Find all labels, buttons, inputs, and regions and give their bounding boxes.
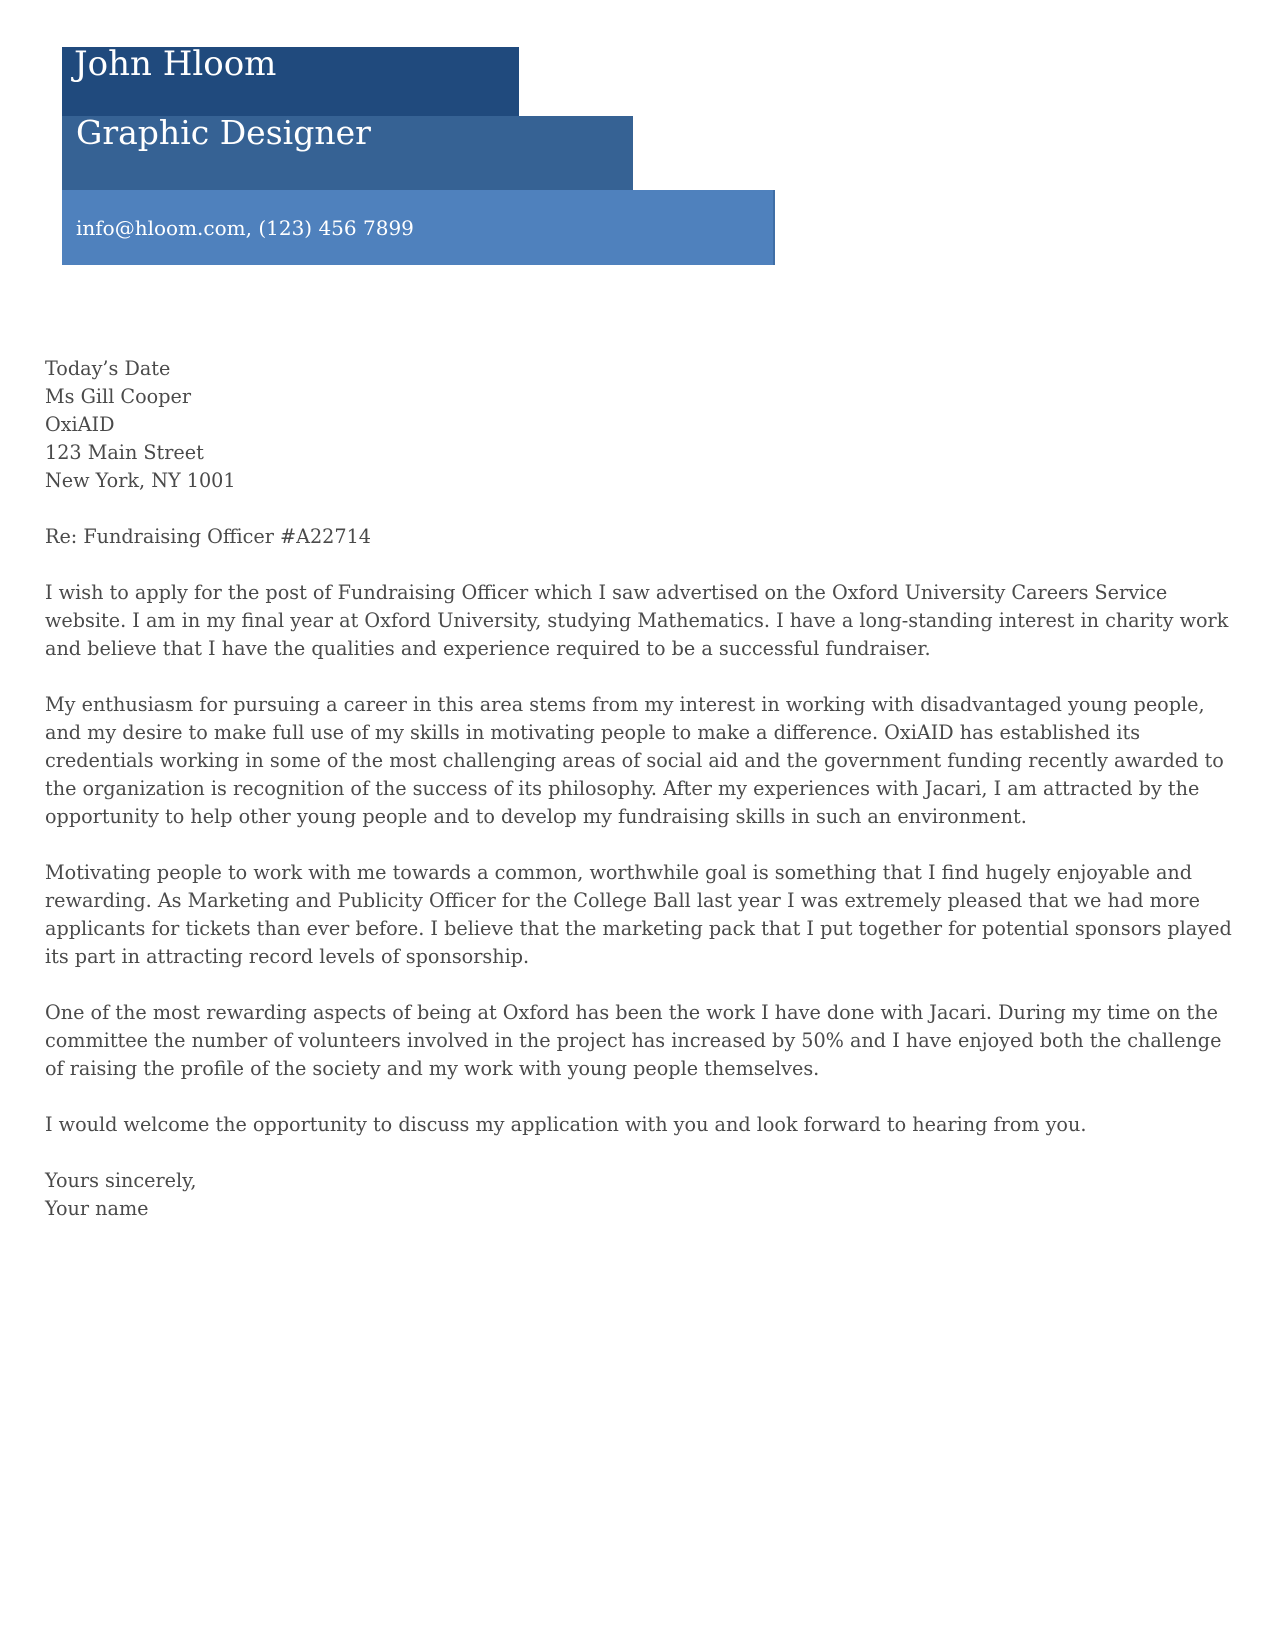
- paragraph-1: I wish to apply for the post of Fundraising Officer which I saw advertised on the Oxford University Careers Service website. I am in my final year at Oxford University, studying Mathematics. I have a long-standing interest in charity work and believe that I have the qualities and experience required to be a successful fundraiser.: [45, 581, 1229, 660]
- paragraph-2: My enthusiasm for pursuing a career in this area stems from my interest in working with disadvantaged young people, and my desire to make full use of my skills in motivating people to make a difference. OxiAID has established its credentials working in some of the most challenging areas of social aid and the government funding recently awarded to the organization is recognition of the success of its philosophy. After my experiences with Jacari, I am attracted by the opportunity to help other young people and to develop my fundraising skills in such an environment.: [45, 693, 1224, 828]
- header-title-band: [62, 113, 633, 190]
- recipient-city: New York, NY 1001: [45, 469, 236, 492]
- applicant-name: John Hloom: [74, 44, 277, 84]
- signature: Your name: [45, 1197, 149, 1220]
- address-block: [45, 355, 1245, 495]
- letter-body: [45, 355, 1245, 1251]
- paragraph-5: I would welcome the opportunity to discuss my application with you and look forward to hearing from you.: [45, 1113, 1087, 1136]
- recipient-organization: OxiAID: [45, 413, 115, 436]
- letter-subject: Re: Fundraising Officer #A22714: [45, 525, 371, 548]
- header-name-band: [62, 44, 519, 118]
- paragraph-3: Motivating people to work with me towards a common, worthwhile goal is something that I find hugely enjoyable and rewarding. As Marketing and Publicity Officer for the College Ball last year I was extremely pleased that we had more applicants for tickets than ever before. I believe that the marketing pack that I put together for potential sponsors played its part in attracting record levels of sponsorship.: [45, 861, 1232, 968]
- header-contact-band: [62, 190, 775, 265]
- closing: Yours sincerely,: [45, 1169, 197, 1192]
- letter-date: Today’s Date: [45, 357, 171, 380]
- applicant-title: Graphic Designer: [76, 113, 371, 152]
- applicant-contact: info@hloom.com, (123) 456 7899: [76, 216, 414, 240]
- recipient-name: Ms Gill Cooper: [45, 385, 192, 408]
- recipient-street: 123 Main Street: [45, 441, 204, 464]
- sign-off: [45, 1167, 1245, 1223]
- paragraph-4: One of the most rewarding aspects of being at Oxford has been the work I have done with Jacari. During my time on the committee the number of volunteers involved in the project has increased by 50% and I have enjoyed both the challenge of raising the profile of the society and my work with young people themselves.: [45, 1001, 1222, 1080]
